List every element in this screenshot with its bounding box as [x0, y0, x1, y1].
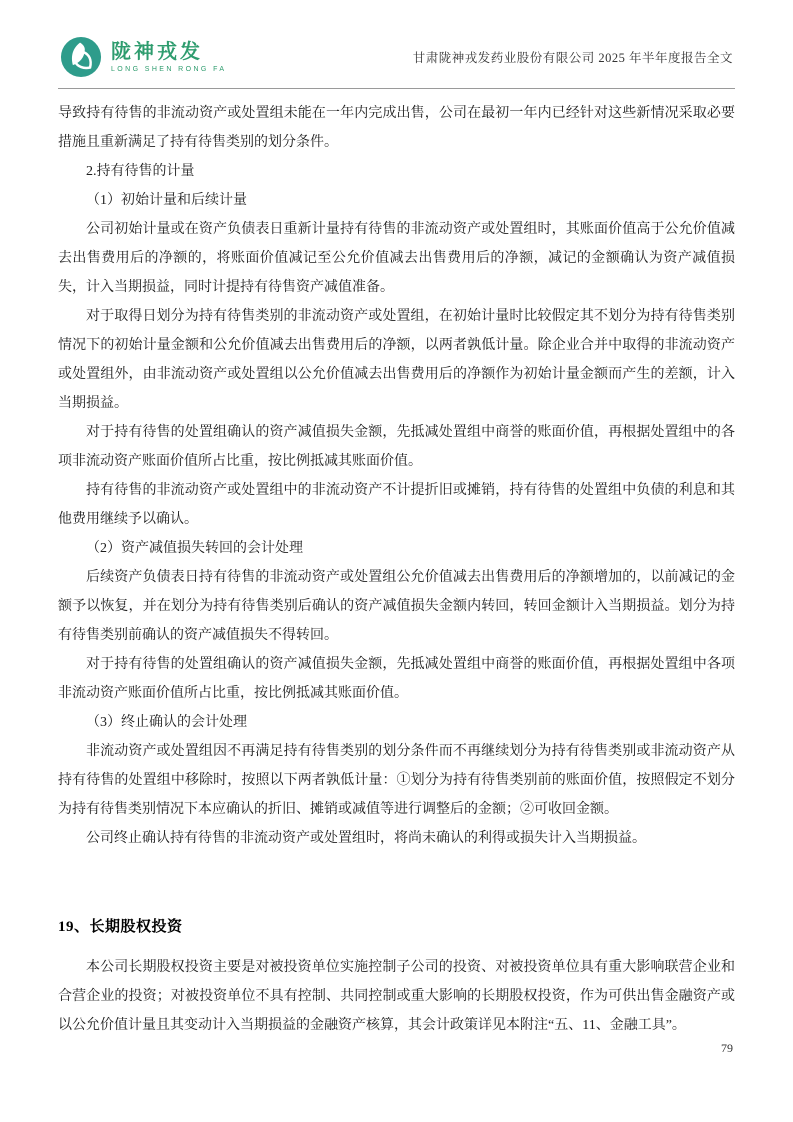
paragraph: （1）初始计量和后续计量: [86, 193, 247, 208]
paragraph: 对于取得日划分为持有待售类别的非流动资产或处置组，在初始计量时比较假定其不划分为持有待售类别情况下的初始计量金额和公允价值减去出售费用后的净额，以两者孰低计量。除企业合并中取得的非流动资产或处置组外，由非流动资产或处置组以公允价值减去出售费用后的净额作为初始计量金额而产生的差额，计入当期损益。: [58, 309, 735, 411]
page-number: 79: [721, 1041, 733, 1055]
paragraph: 本公司长期股权投资主要是对被投资单位实施控制子公司的投资、对被投资单位具有重大影响联营企业和合营企业的投资；对被投资单位不具有控制、共同控制或重大影响的长期股权投资，作为可供出售金融资产或以公允价值计量且其变动计入当期损益的金融资产核算，其会计政策详见本附注“五、11、金融工具”。: [58, 960, 735, 1033]
company-logo: [60, 36, 226, 78]
page-header: [58, 0, 735, 89]
report-title: 甘肃陇神戎发药业股份有限公司 2025 年半年度报告全文: [412, 51, 733, 65]
document-body: [58, 89, 735, 1040]
paragraph: 公司终止确认持有待售的非流动资产或处置组时，将尚未确认的利得或损失计入当期损益。: [86, 831, 646, 846]
brand-name-en: LONG SHEN RONG FA: [111, 66, 227, 73]
paragraph: 对于持有待售的处置组确认的资产减值损失金额，先抵减处置组中商誉的账面价值，再根据处置组中的各项非流动资产账面价值所占比重，按比例抵减其账面价值。: [58, 425, 735, 469]
paragraph: 对于持有待售的处置组确认的资产减值损失金额，先抵减处置组中商誉的账面价值，再根据处置组中各项非流动资产账面价值所占比重，按比例抵减其账面价值。: [58, 657, 735, 701]
paragraph: 后续资产负债表日持有待售的非流动资产或处置组公允价值减去出售费用后的净额增加的，以前减记的金额予以恢复，并在划分为持有待售类别后确认的资产减值损失金额内转回，转回金额计入当期损益。划分为持有待售类别前确认的资产减值损失不得转回。: [58, 570, 735, 643]
paragraph: 持有待售的非流动资产或处置组中的非流动资产不计提折旧或摊销，持有待售的处置组中负债的利息和其他费用继续予以确认。: [58, 483, 735, 527]
logo-wordmark: [111, 41, 226, 73]
paragraph: （2）资产减值损失转回的会计处理: [86, 541, 303, 556]
section-heading: 19、长期股权投资: [58, 919, 183, 935]
paragraph: 2.持有待售的计量: [86, 164, 195, 179]
paragraph: 非流动资产或处置组因不再满足持有待售类别的划分条件而不再继续划分为持有待售类别或非流动资产从持有待售的处置组中移除时，按照以下两者孰低计量：①划分为持有待售类别前的账面价值，按照假定不划分为持有待售类别情况下本应确认的折旧、摊销或减值等进行调整后的金额；②可收回金额。: [58, 744, 735, 817]
paragraph: （3）终止确认的会计处理: [86, 715, 247, 730]
paragraph: 公司初始计量或在资产负债表日重新计量持有待售的非流动资产或处置组时，其账面价值高于公允价值减去出售费用后的净额的，将账面价值减记至公允价值减去出售费用后的净额，减记的金额确认为资产减值损失，计入当期损益，同时计提持有待售资产减值准备。: [58, 222, 735, 295]
paragraph: 导致持有待售的非流动资产或处置组未能在一年内完成出售，公司在最初一年内已经针对这些新情况采取必要措施且重新满足了持有待售类别的划分条件。: [58, 106, 735, 150]
logo-icon: [60, 36, 102, 78]
brand-name-cn: 陇神戎发: [111, 41, 203, 63]
